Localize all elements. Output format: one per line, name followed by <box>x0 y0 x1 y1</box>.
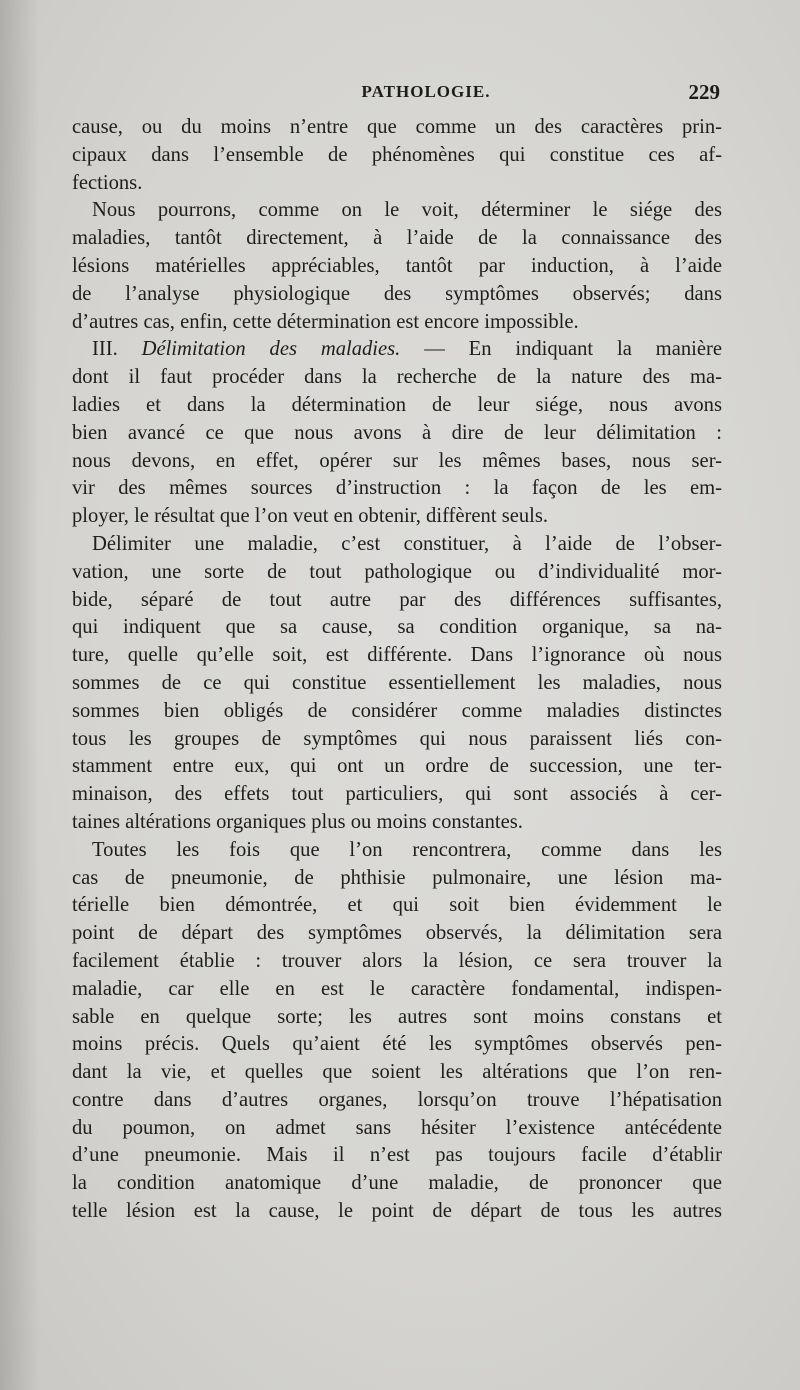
text-line: d’autres cas, enfin, cette détermination est encore impossible. <box>72 310 579 333</box>
section-number: III. <box>92 338 142 361</box>
text-line: fections. <box>72 171 143 194</box>
text-line: sable en quelque sorte; les autres sont moins constans et <box>72 1005 722 1028</box>
text-line: ladies et dans la détermination de leur siége, nous avons <box>72 393 722 416</box>
text-line: maladie, car elle en est le caractère fondamental, indispen- <box>72 977 722 1000</box>
text-line: cause, ou du moins n’entre que comme un des caractères prin- <box>72 116 722 138</box>
text-line: contre dans d’autres organes, lorsqu’on trouve l’hépatisation <box>72 1088 722 1111</box>
running-head <box>72 82 720 108</box>
text-line: taines altérations organiques plus ou moins constantes. <box>72 810 523 833</box>
text-line: cas de pneumonie, de phthisie pulmonaire, une lésion ma- <box>72 866 722 889</box>
text-line: vir des mêmes sources d’instruction : la façon de les em- <box>72 477 722 500</box>
section-lead-text: — En indiquant la manière <box>400 338 722 361</box>
text-line: tous les groupes de symptômes qui nous paraissent liés con- <box>72 727 722 750</box>
text-line: stamment entre eux, qui ont un ordre de succession, une ter- <box>72 755 722 778</box>
text-line: cipaux dans l’ensemble de phénomènes qui constitue ces af- <box>72 143 722 166</box>
text-line: Délimiter une maladie, c’est constituer, à l’aide de l’obser- <box>92 532 722 555</box>
text-line: ture, quelle qu’elle soit, est différente. Dans l’ignorance où nous <box>72 644 722 667</box>
running-head-title: PATHOLOGIE. <box>361 82 491 101</box>
text-line: bien avancé ce que nous avons à dire de leur délimitation : <box>72 421 722 444</box>
text-line: Toutes les fois que l’on rencontrera, comme dans les <box>92 838 722 861</box>
text-line: ployer, le résultat que l’on veut en obtenir, diffèrent seuls. <box>72 505 549 528</box>
text-line: du poumon, on admet sans hésiter l’existence antécédente <box>72 1116 722 1139</box>
body-text <box>72 114 722 1226</box>
text-line: d’une pneumonie. Mais il n’est pas toujours facile d’établir <box>72 1144 722 1167</box>
text-line: nous devons, en effet, opérer sur les mêmes bases, nous ser- <box>72 449 722 472</box>
text-line: qui indiquent que sa cause, sa condition organique, sa na- <box>72 616 722 639</box>
section-title: Délimitation des maladies. <box>141 338 401 361</box>
text-line: moins précis. Quels qu’aient été les symptômes observés pen- <box>72 1033 722 1056</box>
text-line: térielle bien démontrée, et qui soit bien évidemment le <box>72 894 722 917</box>
text-line: bide, séparé de tout autre par des différences suffisantes, <box>72 588 722 611</box>
text-line: vation, une sorte de tout pathologique ou d’individualité mor- <box>72 560 722 583</box>
text-line: sommes bien obligés de considérer comme maladies distinctes <box>72 699 722 722</box>
text-line: de l’analyse physiologique des symptômes observés; dans <box>72 282 722 305</box>
text-line: dant la vie, et quelles que soient les altérations que l’on ren- <box>72 1061 722 1084</box>
text-line: dont il faut procéder dans la recherche de la nature des ma- <box>72 366 722 389</box>
text-line: telle lésion est la cause, le point de départ de tous les autres <box>72 1200 722 1223</box>
section-heading-line <box>72 336 722 364</box>
text-line: la condition anatomique d’une maladie, de prononcer que <box>72 1172 722 1195</box>
text-line: sommes de ce qui constitue essentiellement les maladies, nous <box>72 671 722 694</box>
text-line: lésions matérielles appréciables, tantôt par induction, à l’aide <box>72 254 722 277</box>
text-line: minaison, des effets tout particuliers, qui sont associés à cer- <box>72 783 722 806</box>
text-line: maladies, tantôt directement, à l’aide de la connaissance des <box>72 227 722 250</box>
text-line: facilement établie : trouver alors la lésion, ce sera trouver la <box>72 949 722 972</box>
text-line: Nous pourrons, comme on le voit, déterminer le siége des <box>92 199 722 222</box>
page-number: 229 <box>688 80 720 104</box>
text-line: point de départ des symptômes observés, la délimitation sera <box>72 922 722 945</box>
